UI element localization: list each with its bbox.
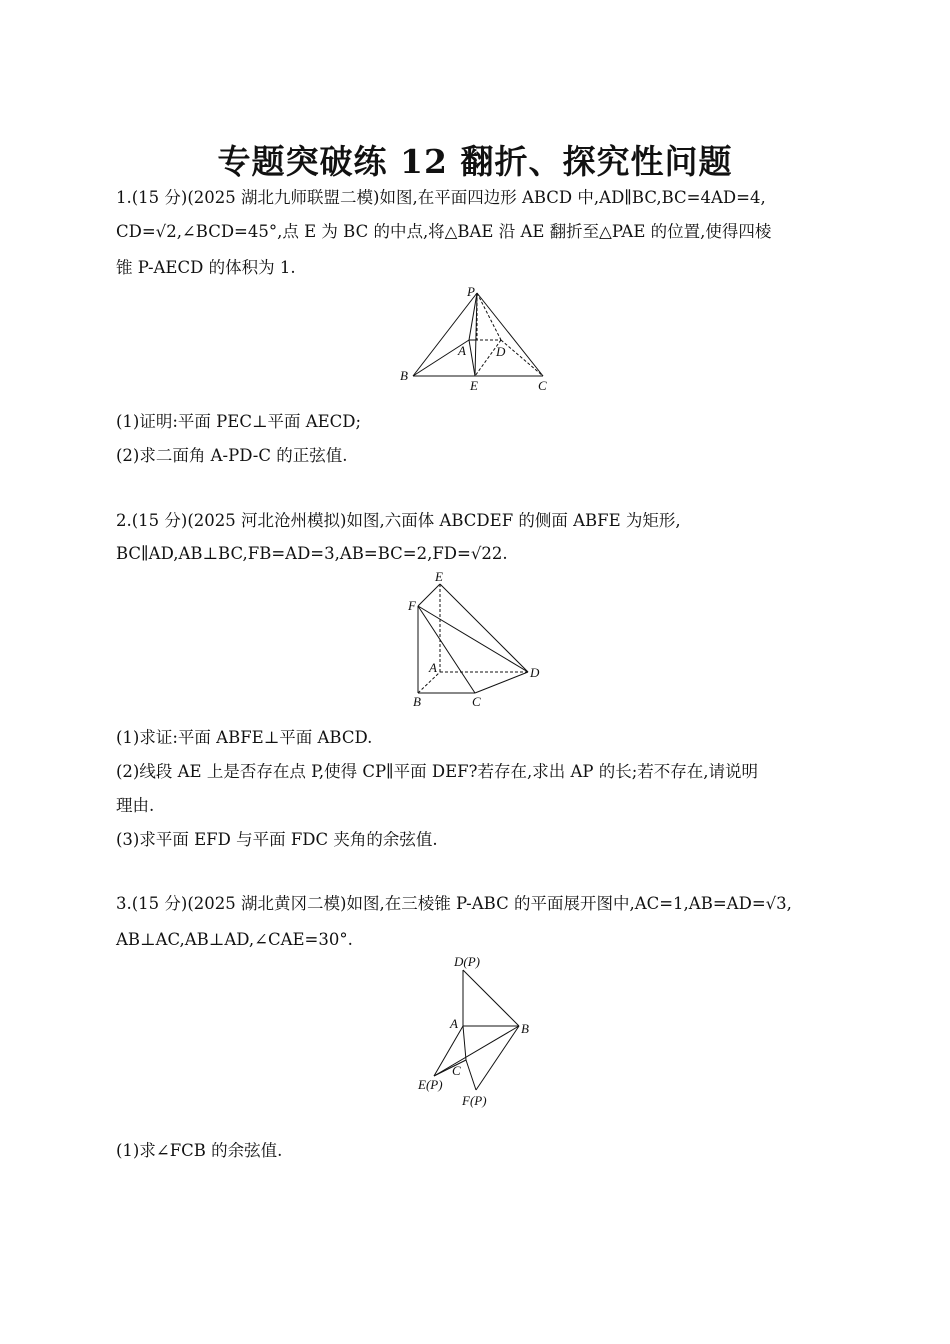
q1-part1: (1)证明:平面 PEC⊥平面 AECD; <box>116 412 362 431</box>
q2-edge-fe <box>418 584 440 606</box>
q3-label-e: E(P) <box>418 1077 443 1092</box>
q2-part3: (3)求平面 EFD 与平面 FDC 夹角的余弦值. <box>116 830 438 849</box>
q1-edge-ae <box>469 340 475 376</box>
q2-label-a: A <box>429 660 437 675</box>
q2-edge-cd <box>475 672 528 693</box>
q1-label-p: P <box>467 284 475 299</box>
q2-label-b: B <box>413 694 421 709</box>
page-title: 专题突破练 12 翻折、探究性问题 <box>217 142 733 181</box>
q1-stem-line2: CD=√2,∠BCD=45°,点 E 为 BC 的中点,将△BAE 沿 AE 翻折至△PAE 的位置,使得四棱 <box>116 222 772 241</box>
q1-label-d: D <box>496 344 506 359</box>
q3-edge-ac <box>463 1026 466 1060</box>
q1-label-b: B <box>400 368 408 383</box>
q3-figure <box>412 952 542 1112</box>
q1-stem-line3: 锥 P-AECD 的体积为 1. <box>116 258 296 277</box>
q3-edge-cf <box>466 1060 476 1090</box>
q3-label-f: F(P) <box>462 1093 487 1108</box>
q3-stem-line1: 3.(15 分)(2025 湖北黄冈二模)如图,在三棱锥 P-ABC 的平面展开图中,AC=1,AB=AD=√3, <box>116 894 792 913</box>
q3-stem-line2: AB⊥AC,AB⊥AD,∠CAE=30°. <box>116 930 353 949</box>
q2-label-d: D <box>530 665 540 680</box>
q3-label-a: A <box>450 1016 458 1031</box>
q2-label-f: F <box>408 598 416 613</box>
q2-edge-fc <box>418 606 475 693</box>
q3-part1: (1)求∠FCB 的余弦值. <box>116 1141 283 1160</box>
q2-stem-line2: BC∥AD,AB⊥BC,FB=AD=3,AB=BC=2,FD=√22. <box>116 544 508 563</box>
q2-label-e: E <box>435 569 443 584</box>
q2-part1: (1)求证:平面 ABFE⊥平面 ABCD. <box>116 728 373 747</box>
q1-edge-dc <box>501 340 543 376</box>
q3-label-d: D(P) <box>454 954 480 969</box>
q1-label-a: A <box>458 343 466 358</box>
q1-figure <box>395 283 560 395</box>
q2-stem-line1: 2.(15 分)(2025 河北沧州模拟)如图,六面体 ABCDEF 的侧面 ABFE 为矩形, <box>116 511 681 530</box>
q2-part2-line2: 理由. <box>116 796 155 815</box>
q1-label-c: C <box>538 378 547 393</box>
q2-edge-ba <box>418 672 440 693</box>
q2-label-c: C <box>472 694 481 709</box>
q1-edge-pc <box>477 293 543 376</box>
q2-edge-ed <box>440 584 528 672</box>
q1-edge-pd <box>477 293 501 340</box>
q1-edge-pb <box>413 293 477 376</box>
q1-part2: (2)求二面角 A-PD-C 的正弦值. <box>116 446 348 465</box>
q2-part2-line1: (2)线段 AE 上是否存在点 P,使得 CP∥平面 DEF?若存在,求出 AP 的长;若不存在,请说明 <box>116 762 759 781</box>
q3-label-b: B <box>521 1021 529 1036</box>
q3-edge-fb <box>476 1026 519 1090</box>
q3-edge-db <box>463 970 519 1026</box>
q1-label-e: E <box>470 378 478 393</box>
q3-edge-eb <box>434 1026 519 1076</box>
q3-label-c: C <box>452 1063 461 1078</box>
q2-figure <box>400 568 550 713</box>
q1-stem-line1: 1.(15 分)(2025 湖北九师联盟二模)如图,在平面四边形 ABCD 中,AD∥BC,BC=4AD=4, <box>116 188 766 207</box>
